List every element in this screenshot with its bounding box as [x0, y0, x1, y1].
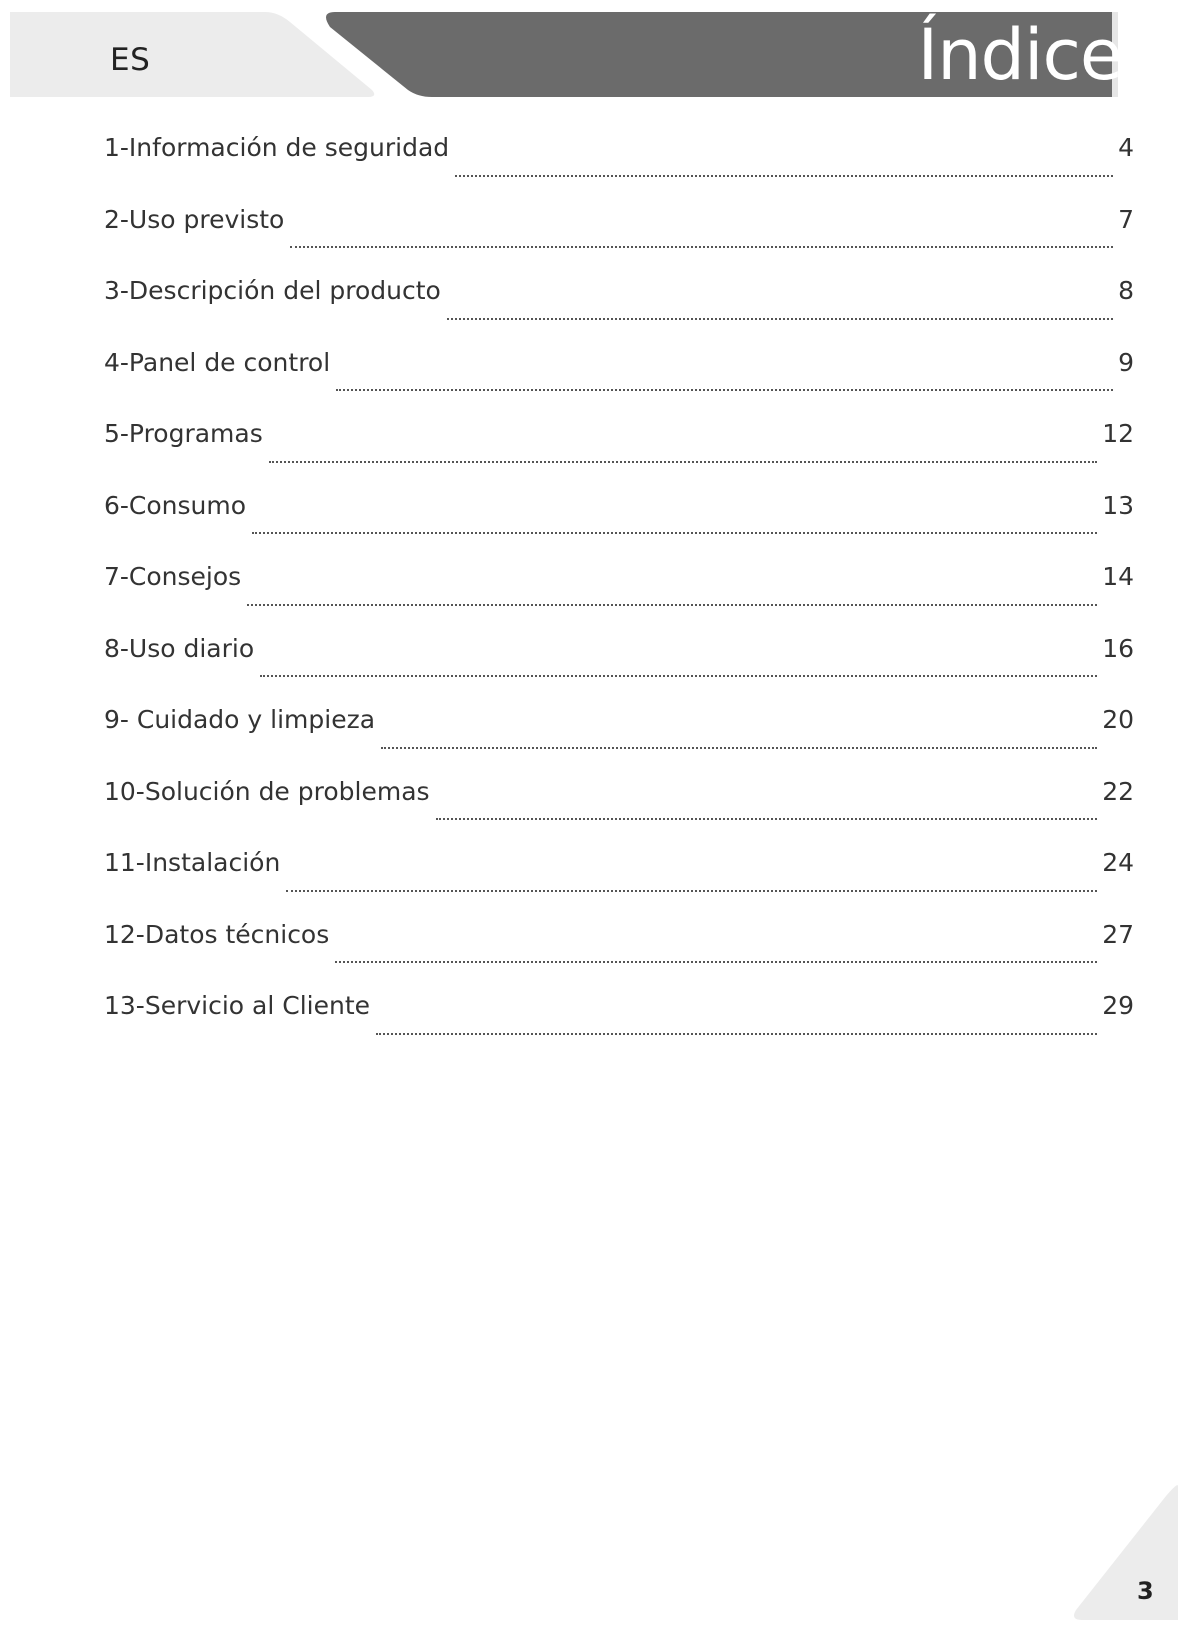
- toc-entry-page: 13: [1102, 490, 1134, 520]
- dot-leader: [436, 818, 1098, 820]
- toc-entry[interactable]: [104, 398, 1134, 470]
- dot-leader: [336, 389, 1113, 391]
- toc-entry-page: 8: [1118, 276, 1134, 305]
- toc-entry-label: 11-Instalación: [104, 848, 281, 877]
- page-number: 3: [1137, 1577, 1154, 1605]
- dot-leader: [455, 175, 1113, 177]
- dot-leader: [269, 461, 1097, 463]
- toc-entry-label: 7-Consejos: [104, 562, 242, 591]
- toc-entry-page: 9: [1118, 347, 1134, 377]
- toc-entry-page: 29: [1102, 991, 1134, 1020]
- toc-entry[interactable]: [104, 613, 1134, 685]
- toc-entry[interactable]: [104, 327, 1134, 399]
- toc-entry[interactable]: [104, 756, 1134, 828]
- dot-leader: [376, 1033, 1097, 1035]
- toc-entry[interactable]: [104, 184, 1134, 256]
- toc-entry-page: 20: [1102, 705, 1134, 734]
- toc-entry-label: 6-Consumo: [104, 490, 247, 520]
- toc-entry[interactable]: [104, 684, 1134, 756]
- toc-entry-label: 12-Datos técnicos: [104, 919, 330, 949]
- dot-leader: [381, 747, 1097, 749]
- toc-entry[interactable]: [104, 541, 1134, 613]
- dot-leader: [260, 675, 1097, 677]
- toc-entry-page: 16: [1102, 633, 1134, 663]
- toc-entry-label: 1-Información de seguridad: [104, 133, 450, 162]
- header-banner: [0, 0, 1186, 110]
- toc-entry[interactable]: [104, 827, 1134, 899]
- toc-entry-label: 13-Servicio al Cliente: [104, 991, 371, 1020]
- toc-entry-page: 14: [1102, 562, 1134, 591]
- toc-entry-page: 4: [1118, 133, 1134, 162]
- toc-entry-label: 8-Uso diario: [104, 633, 255, 663]
- dot-leader: [447, 318, 1113, 320]
- dot-leader: [290, 246, 1113, 248]
- toc-entry-page: 22: [1102, 776, 1134, 806]
- toc-entry-label: 9- Cuidado y limpieza: [104, 705, 376, 734]
- toc-entry-page: 12: [1102, 419, 1134, 448]
- toc-entry-label: 3-Descripción del producto: [104, 276, 441, 305]
- toc-entry[interactable]: [104, 470, 1134, 542]
- toc-entry[interactable]: [104, 899, 1134, 971]
- language-code: ES: [110, 42, 151, 78]
- page-title: Índice: [917, 14, 1122, 96]
- toc-entry-label: 10-Solución de problemas: [104, 776, 430, 806]
- toc-entry-page: 24: [1102, 848, 1134, 877]
- page-corner-tab: [1070, 1480, 1186, 1626]
- table-of-contents: [104, 112, 1134, 1042]
- toc-entry-page: 27: [1102, 919, 1134, 949]
- dot-leader: [252, 532, 1097, 534]
- toc-entry-label: 4-Panel de control: [104, 347, 331, 377]
- toc-entry-label: 5-Programas: [104, 419, 263, 448]
- dot-leader: [247, 604, 1097, 606]
- toc-entry[interactable]: [104, 255, 1134, 327]
- toc-entry[interactable]: [104, 112, 1134, 184]
- toc-entry[interactable]: [104, 970, 1134, 1042]
- dot-leader: [286, 890, 1097, 892]
- toc-entry-page: 7: [1118, 204, 1134, 234]
- toc-entry-label: 2-Uso previsto: [104, 204, 285, 234]
- dot-leader: [335, 961, 1097, 963]
